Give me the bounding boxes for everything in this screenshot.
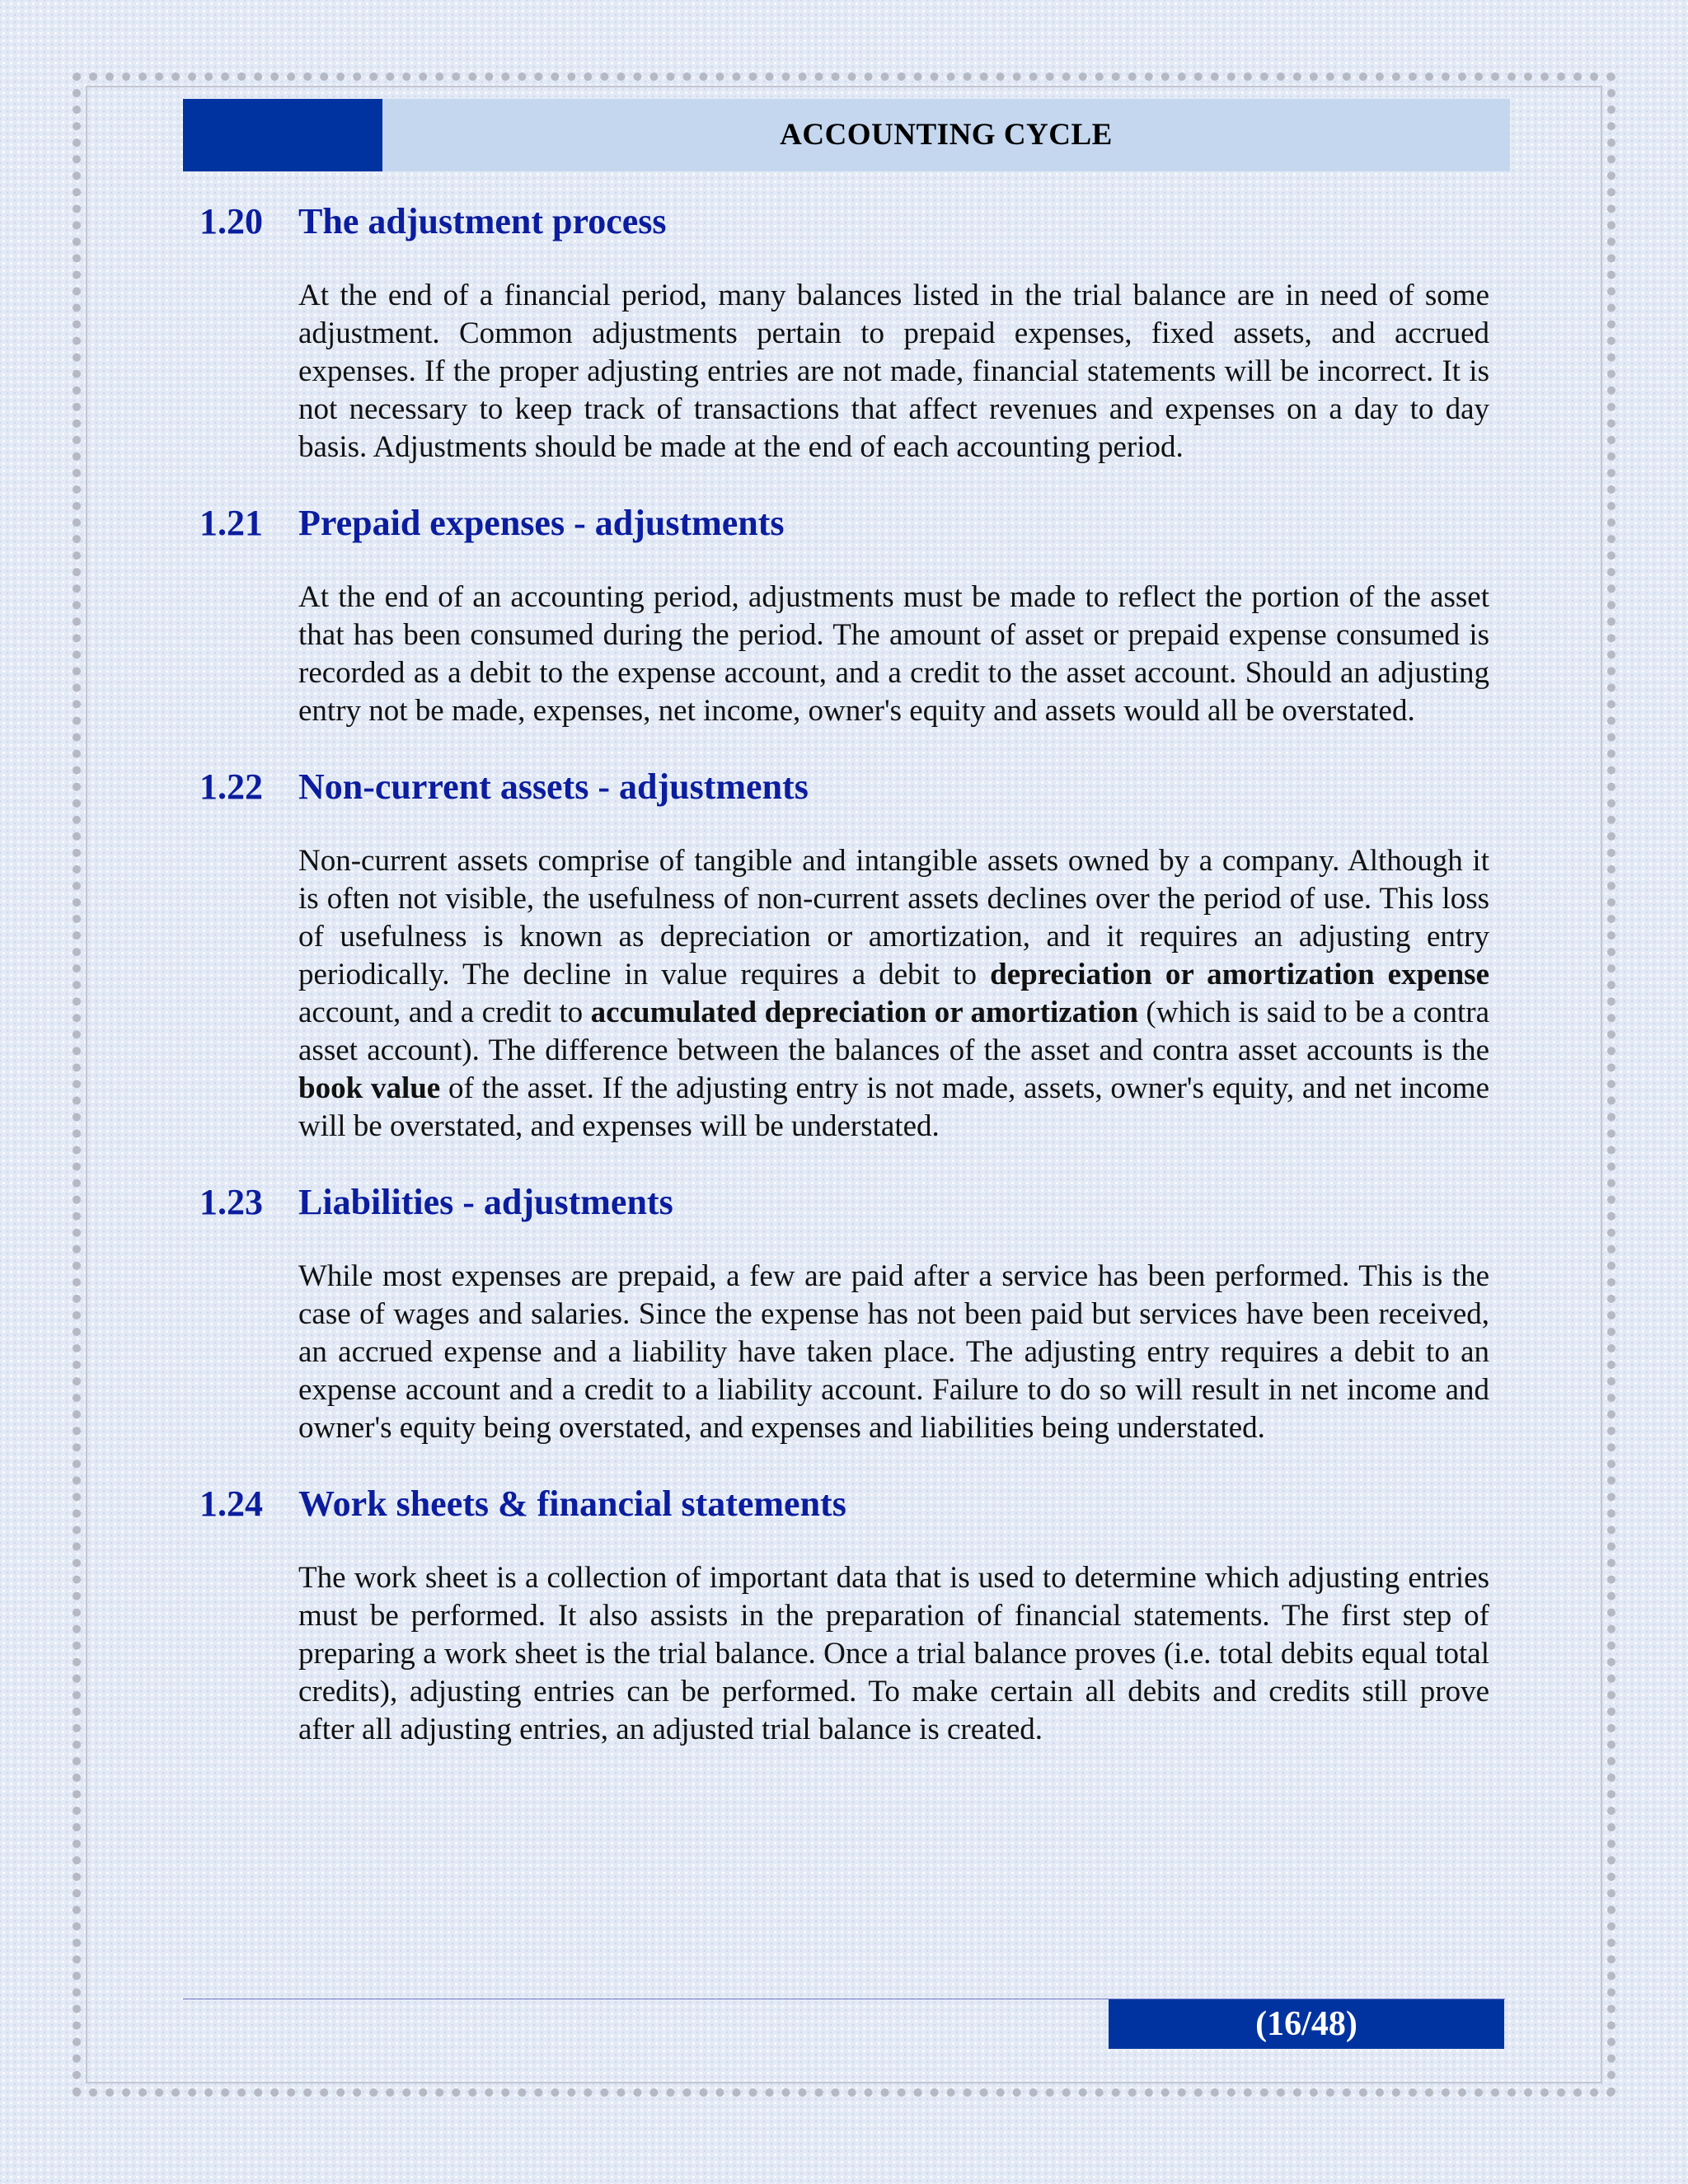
body-text: The work sheet is a collection of important data that is used to determine which adjusting entries must be performed. It also assists in the preparation of financial statements. The first step of preparing a work sheet is the trial balance. Once a trial balance proves (i.e. total debits equal total credits), adjusting entries can be performed. To make certain all debits and credits still prove after all adjusting entries, an adjusted trial balance is created. [298,1561,1489,1746]
section-number: 1.23 [199,1182,263,1222]
section-1-23 [199,1179,1489,1447]
section-heading [199,198,1489,246]
section-title: Liabilities - adjustments [298,1182,673,1222]
body-text: account, and a credit to [298,996,591,1029]
section-heading [199,499,1489,547]
bold-term: accumulated depreciation or amortization [590,996,1138,1029]
section-1-22 [199,763,1489,1146]
section-number: 1.21 [199,503,263,543]
section-number: 1.20 [199,201,263,241]
body-text: (which is said to be a contra asset account). The difference between the balances of the asset and contra asset accounts is the [298,996,1490,1067]
section-title: The adjustment process [298,201,667,241]
section-body [298,277,1489,466]
section-body [298,1258,1489,1447]
main-content [199,198,1489,1782]
section-body [298,842,1489,1146]
body-text: While most expenses are prepaid, a few are paid after a service has been performed. This is the case of wages and salaries. Since the expense has not been paid but services have been received, an accrued expense and a liability have taken place. The adjusting entry requires a debit to an expense account and a credit to a liability account. Failure to do so will result in net income and owner's equity being overstated, and expenses and liabilities being understated. [298,1259,1489,1445]
section-body [298,579,1489,730]
section-title: Non-current assets - adjustments [298,766,809,807]
bold-term: depreciation or amortization expense [990,958,1489,991]
page-number-badge: (16/48) [1109,1999,1504,2049]
document-title: ACCOUNTING CYCLE [780,118,1113,152]
section-title: Work sheets & financial statements [298,1483,846,1524]
section-1-20 [199,198,1489,466]
body-text: of the asset. If the adjusting entry is not made, assets, owner's equity, and net income will be overstated, and expenses will be understated. [298,1071,1489,1143]
bold-term: book value [298,1071,441,1105]
section-1-24 [199,1480,1489,1749]
section-body [298,1559,1489,1749]
header-bar [183,99,1510,171]
body-text: At the end of a financial period, many balances listed in the trial balance are in need of some adjustment. Common adjustments pertain to prepaid expenses, fixed assets, and accrued expenses. If the proper adjusting entries are not made, financial statements will be incorrect. It is not necessary to keep track of transactions that affect revenues and expenses on a day to day basis. Adjustments should be made at the end of each accounting period. [298,279,1489,464]
section-heading [199,1480,1489,1528]
header-color-block [183,99,382,171]
section-number: 1.22 [199,766,263,807]
body-text: At the end of an accounting period, adjustments must be made to reflect the portion of the asset that has been consumed during the period. The amount of asset or prepaid expense consumed is recorded as a debit to the expense account, and a credit to the asset account. Should an adjusting entry not be made, expenses, net income, owner's equity and assets would all be overstated. [298,580,1489,728]
section-number: 1.24 [199,1483,263,1524]
section-title: Prepaid expenses - adjustments [298,503,785,543]
body-text: Non-current assets comprise of tangible and intangible assets owned by a company. Although it is often not visible, the usefulness of non-current assets declines over the period of use. This loss of usefulness is known as depreciation or amortization, and it requires an adjusting entry periodically. The decline in value requires a debit to [298,844,1489,991]
section-heading [199,763,1489,811]
section-1-21 [199,499,1489,730]
section-heading [199,1179,1489,1226]
